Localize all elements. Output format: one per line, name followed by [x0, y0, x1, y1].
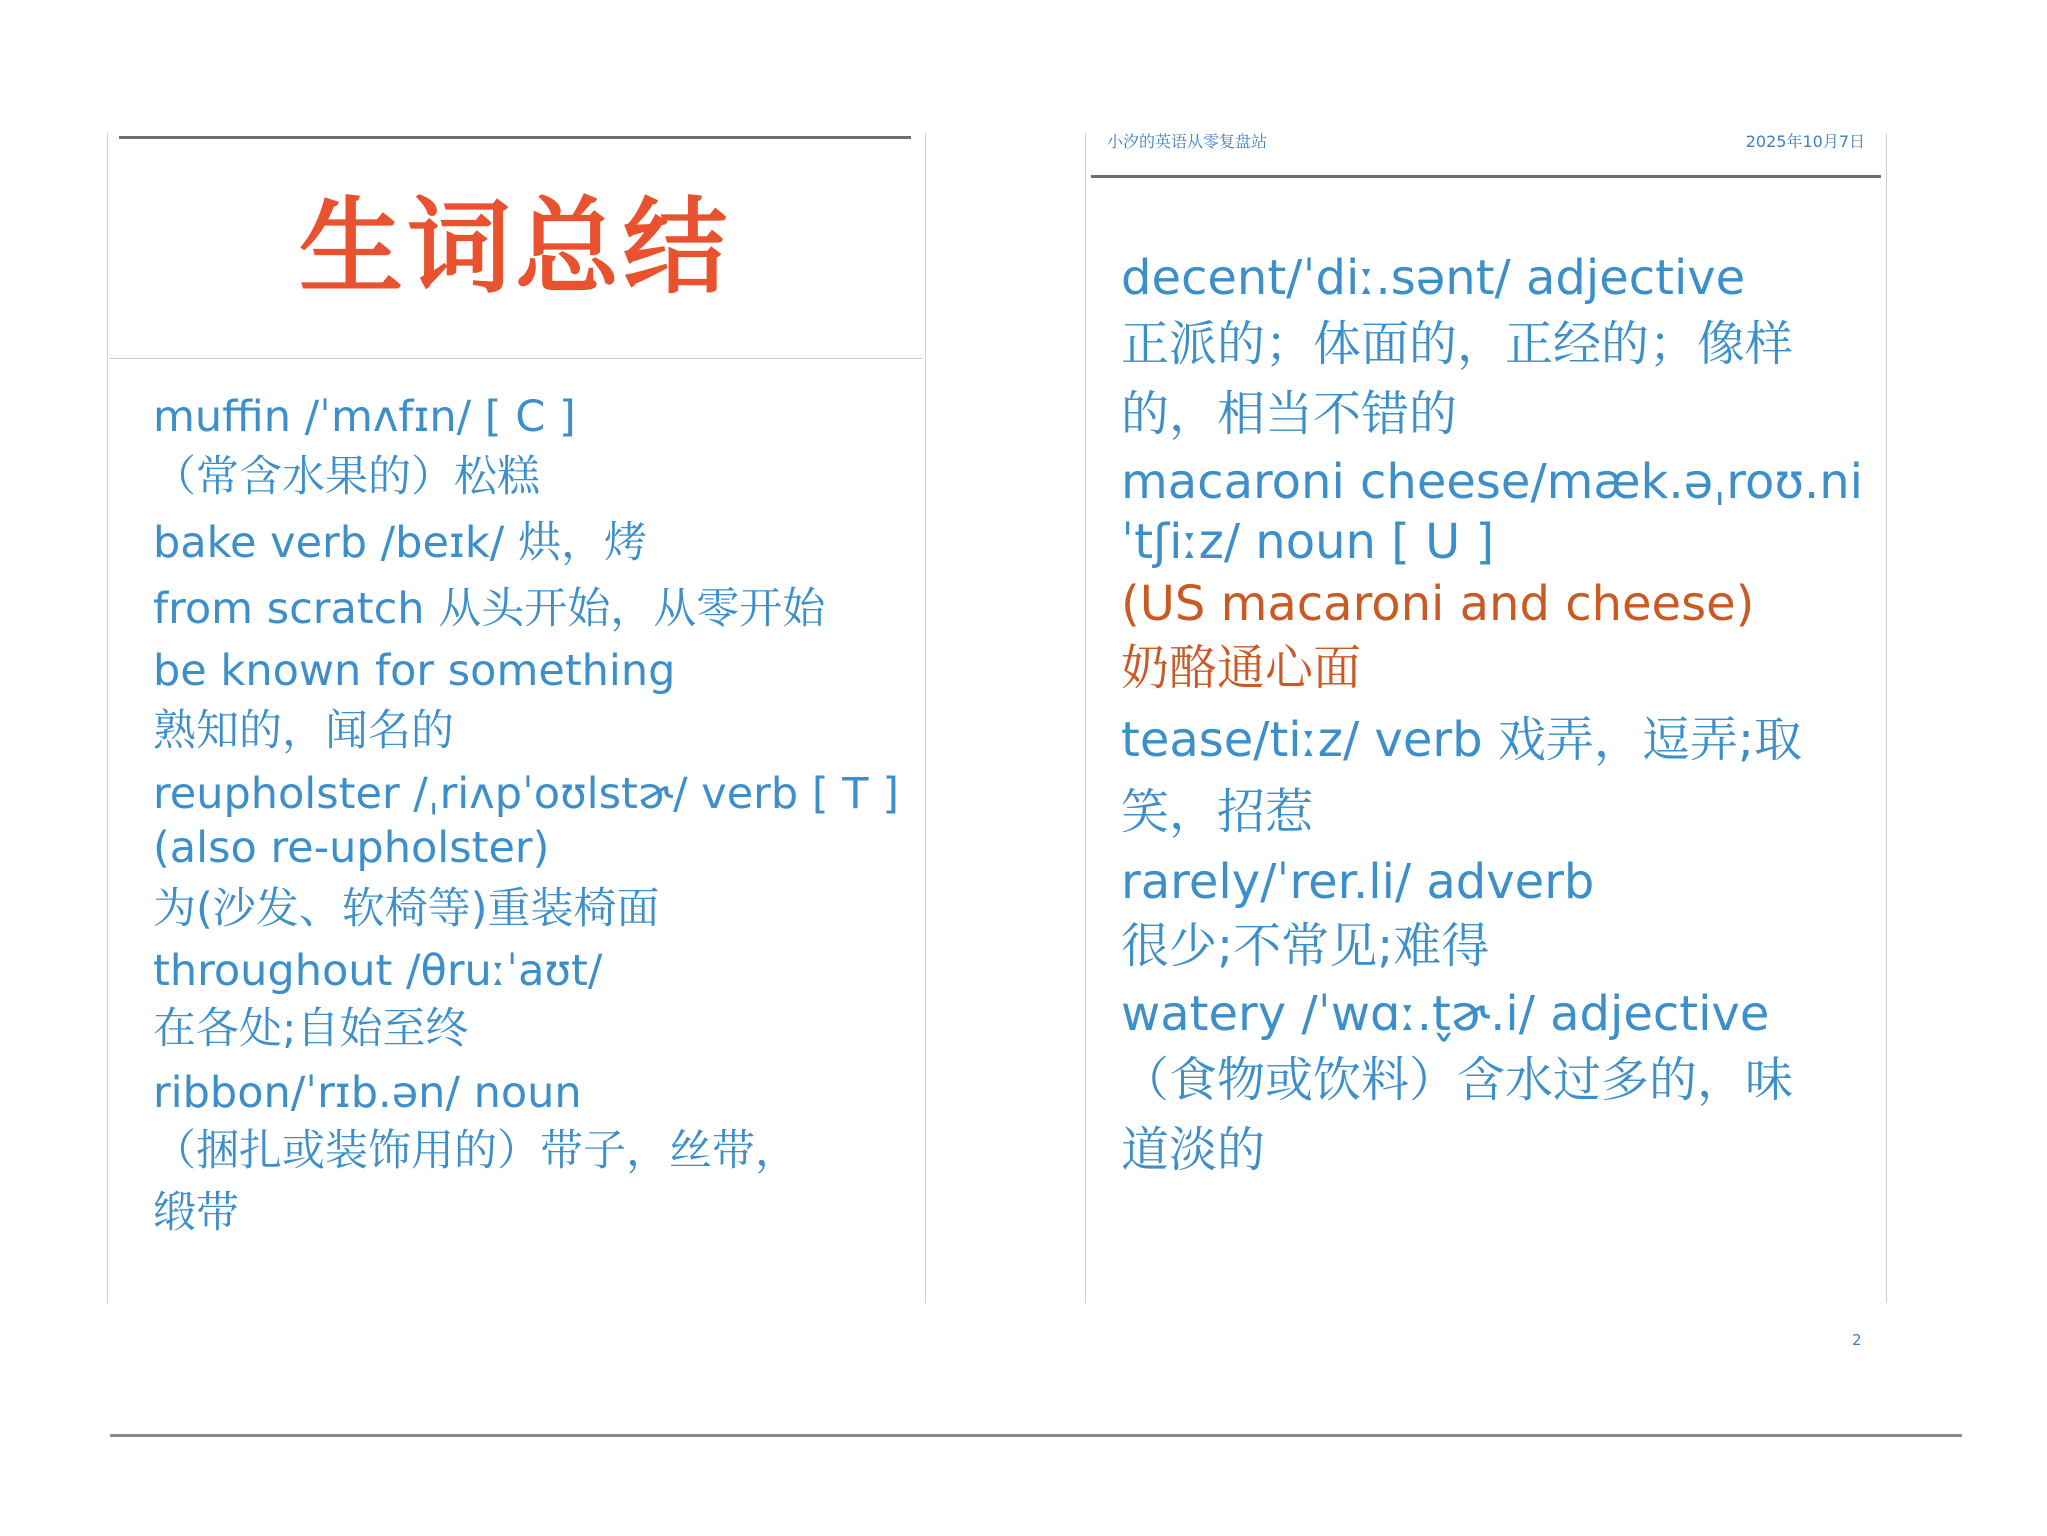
header-date: 2025年10月7日 — [1745, 132, 1865, 151]
vocab-line: ˈtʃiːz/ noun [ U ] — [1121, 514, 1495, 570]
vocab-line: 的，相当不错的 — [1121, 386, 1458, 442]
vocab-line: ribbon/ˈrɪb.ən/ noun — [153, 1068, 582, 1118]
vocab-line: 缎带 — [153, 1188, 239, 1238]
bottom-rule — [110, 1434, 1962, 1437]
page-title: 生词总结 — [298, 190, 731, 306]
right-page-right-border — [1886, 133, 1887, 1303]
vocab-line: be known for something — [153, 646, 676, 696]
vocab-line: （常含水果的）松糕 — [153, 452, 540, 502]
left-page-right-border — [925, 133, 926, 1303]
vocab-line: （食物或饮料）含水过多的，味 — [1121, 1052, 1794, 1108]
vocab-line: reupholster /ˌriʌpˈoʊlstɚ/ verb [ T ] — [153, 769, 899, 819]
vocab-line: decent/ˈdiː.sənt/ adjective — [1121, 250, 1746, 306]
vocab-line: macaroni cheese/mæk.əˌroʊ.ni — [1121, 454, 1864, 510]
right-page-header-rule — [1091, 175, 1881, 178]
left-page-left-border — [107, 133, 108, 1303]
vocab-line: 正派的；体面的，正经的；像样 — [1121, 316, 1794, 372]
vocab-line: 熟知的，闻名的 — [153, 706, 454, 756]
title-divider — [110, 358, 922, 359]
right-page-left-border — [1085, 133, 1086, 1303]
vocab-line: rarely/ˈrer.li/ adverb — [1121, 854, 1595, 910]
vocab-line: (also re-upholster) — [153, 823, 550, 873]
left-page-top-rule — [119, 136, 911, 139]
vocab-line: bake verb /beɪk/ 烘，烤 — [153, 518, 647, 568]
vocab-line: tease/tiːz/ verb 戏弄，逗弄;取 — [1121, 712, 1803, 768]
vocab-line: 在各处;自始至终 — [153, 1004, 469, 1054]
vocab-line: 很少;不常见;难得 — [1121, 918, 1490, 974]
vocab-line: from scratch 从头开始，从零开始 — [153, 584, 826, 634]
vocab-line-accent: (US macaroni and cheese) — [1121, 576, 1755, 632]
header-site-name: 小汐的英语从零复盘站 — [1107, 132, 1268, 151]
vocab-line: （捆扎或装饰用的）带子，丝带， — [153, 1126, 798, 1176]
vocab-line-accent: 奶酪通心面 — [1121, 640, 1362, 696]
vocab-line: 为(沙发、软椅等)重装椅面 — [153, 884, 660, 934]
page-number: 2 — [1852, 1331, 1862, 1349]
vocab-line: muffin /ˈmʌfɪn/ [ C ] — [153, 392, 576, 442]
vocab-line: watery /ˈwɑː.t̬ɚ.i/ adjective — [1121, 986, 1770, 1042]
vocab-line: throughout /θruːˈaʊt/ — [153, 946, 603, 996]
vocab-line: 道淡的 — [1121, 1122, 1266, 1178]
vocab-line: 笑，招惹 — [1121, 784, 1314, 840]
